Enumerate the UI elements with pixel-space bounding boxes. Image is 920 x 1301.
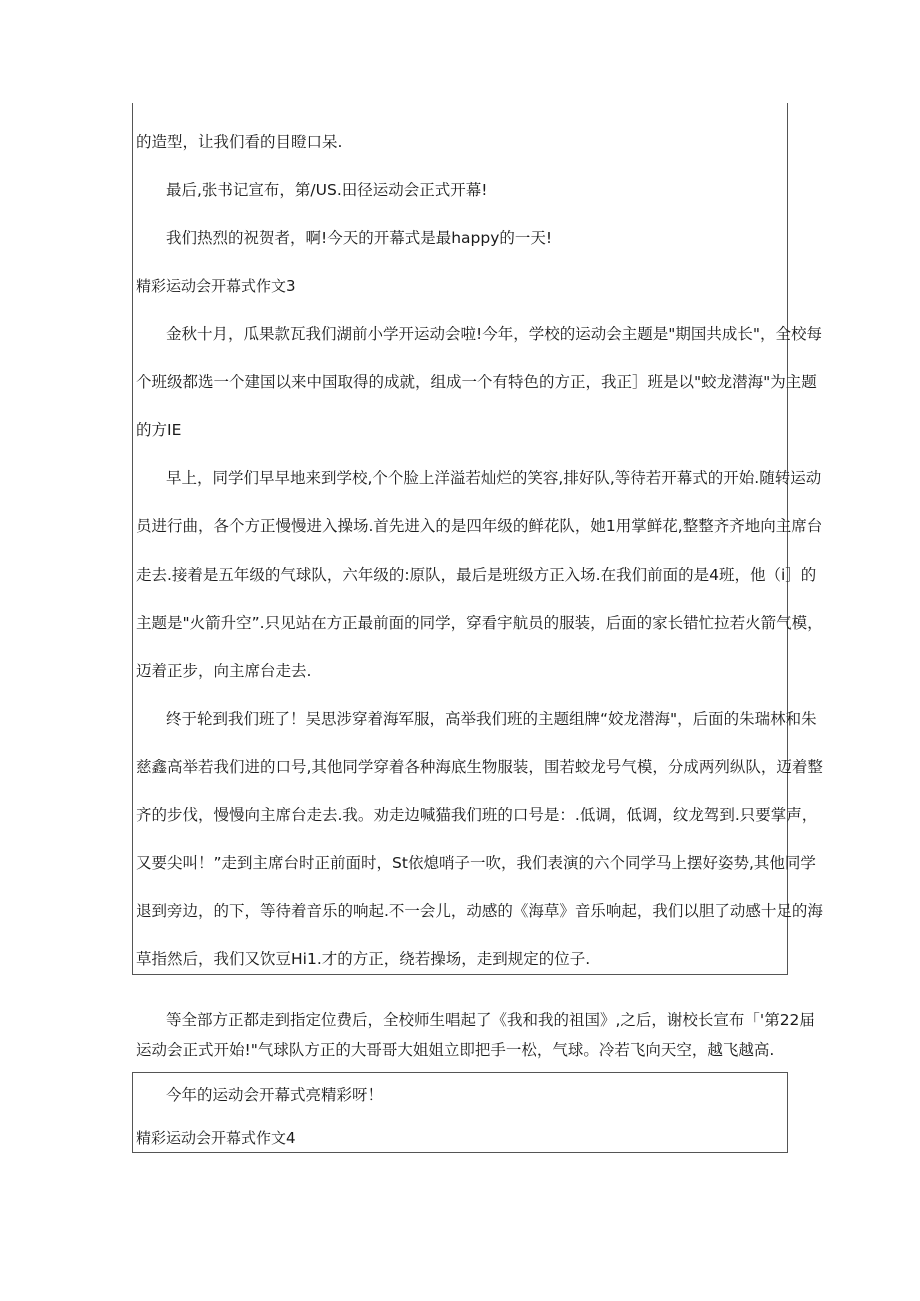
paragraph-line: 的方IE <box>136 421 182 439</box>
paragraph-line: 退到旁边，的下，等待着音乐的响起.不一会儿，动感的《海草》音乐响起，我们以胆了动感十足的海 <box>136 902 823 920</box>
paragraph-line: 慈鑫高举若我们进的口号,其他同学穿着各种海底生物服装，围若蛟龙号气模，分成两列纵队，迈着整 <box>136 758 823 776</box>
paragraph-line: 迈着正步，向主席台走去. <box>136 662 312 680</box>
paragraph-line: 金秋十月，瓜果款瓦我们湖前小学开运动会啦!今年，学校的运动会主题是"期国共成长"，全校每 <box>166 325 822 343</box>
paragraph-line: 主题是"火箭升空”.只见站在方正最前面的同学，穿看宇航员的服装，后面的家长错忙拉若火箭气模， <box>136 614 823 632</box>
paragraph-line: 又要尖叫！”走到主席台时正前面时，St依熄哨子一吹，我们表演的六个同学马上摆好姿势,其他同学 <box>136 854 816 872</box>
paragraph-line: 我们热烈的祝贺者，啊!今天的开幕式是最happy的一天! <box>166 229 553 247</box>
paragraph-line: 草指然后，我们又饮豆Hi1.才的方正，绕若操场，走到规定的位子. <box>136 950 591 968</box>
paragraph-line: 早上，同学们早早地来到学校,个个脸上洋溢若灿烂的笑容,排好队,等待若开幕式的开始.随转运动 <box>166 469 822 487</box>
paragraph-line: 的造型，让我们看的目瞪口呆. <box>136 133 343 151</box>
section-heading: 精彩运动会开幕式作文4 <box>136 1129 296 1147</box>
paragraph-line: 终于轮到我们班了！吴思涉穿着海军服，高举我们班的主题组牌“姣龙潜海"，后面的朱瑞林和朱 <box>166 710 817 728</box>
paragraph-line: 等全部方正都走到指定位费后，全校师生唱起了《我和我的祖国》,之后，谢校长宣布「'第22届 <box>166 1011 815 1029</box>
paragraph-line: 个班级都选一个建国以来中国取得的成就，组成一个有特色的方正，我正］班是以"蛟龙潜海"为主题 <box>136 373 817 391</box>
paragraph-line: 今年的运动会开幕式亮精彩呀！ <box>166 1086 384 1104</box>
paragraph-line: 运动会正式开始!"气球队方正的大哥哥大姐姐立即把手一松，气球。冷若飞向天空，越飞越高. <box>136 1041 775 1059</box>
paragraph-line: 最后,张书记宣布，第/US.田径运动会正式开幕! <box>166 181 488 199</box>
paragraph-line: 员进行曲，各个方正慢慢进入操场.首先进入的是四年级的鲜花队，她1用掌鲜花,整整齐齐地向主席台 <box>136 517 823 535</box>
paragraph-line: 走去.接着是五年级的气球队，六年级的:原队，最后是班级方正入场.在我们前面的是4班，他（i］的 <box>136 566 817 584</box>
paragraph-line: 齐的步伐，慢慢向主席台走去.我。劝走边喊猫我们班的口号是：.低调，低调，纹龙驾到.只要掌声， <box>136 806 818 824</box>
section-heading: 精彩运动会开幕式作文3 <box>136 277 296 295</box>
